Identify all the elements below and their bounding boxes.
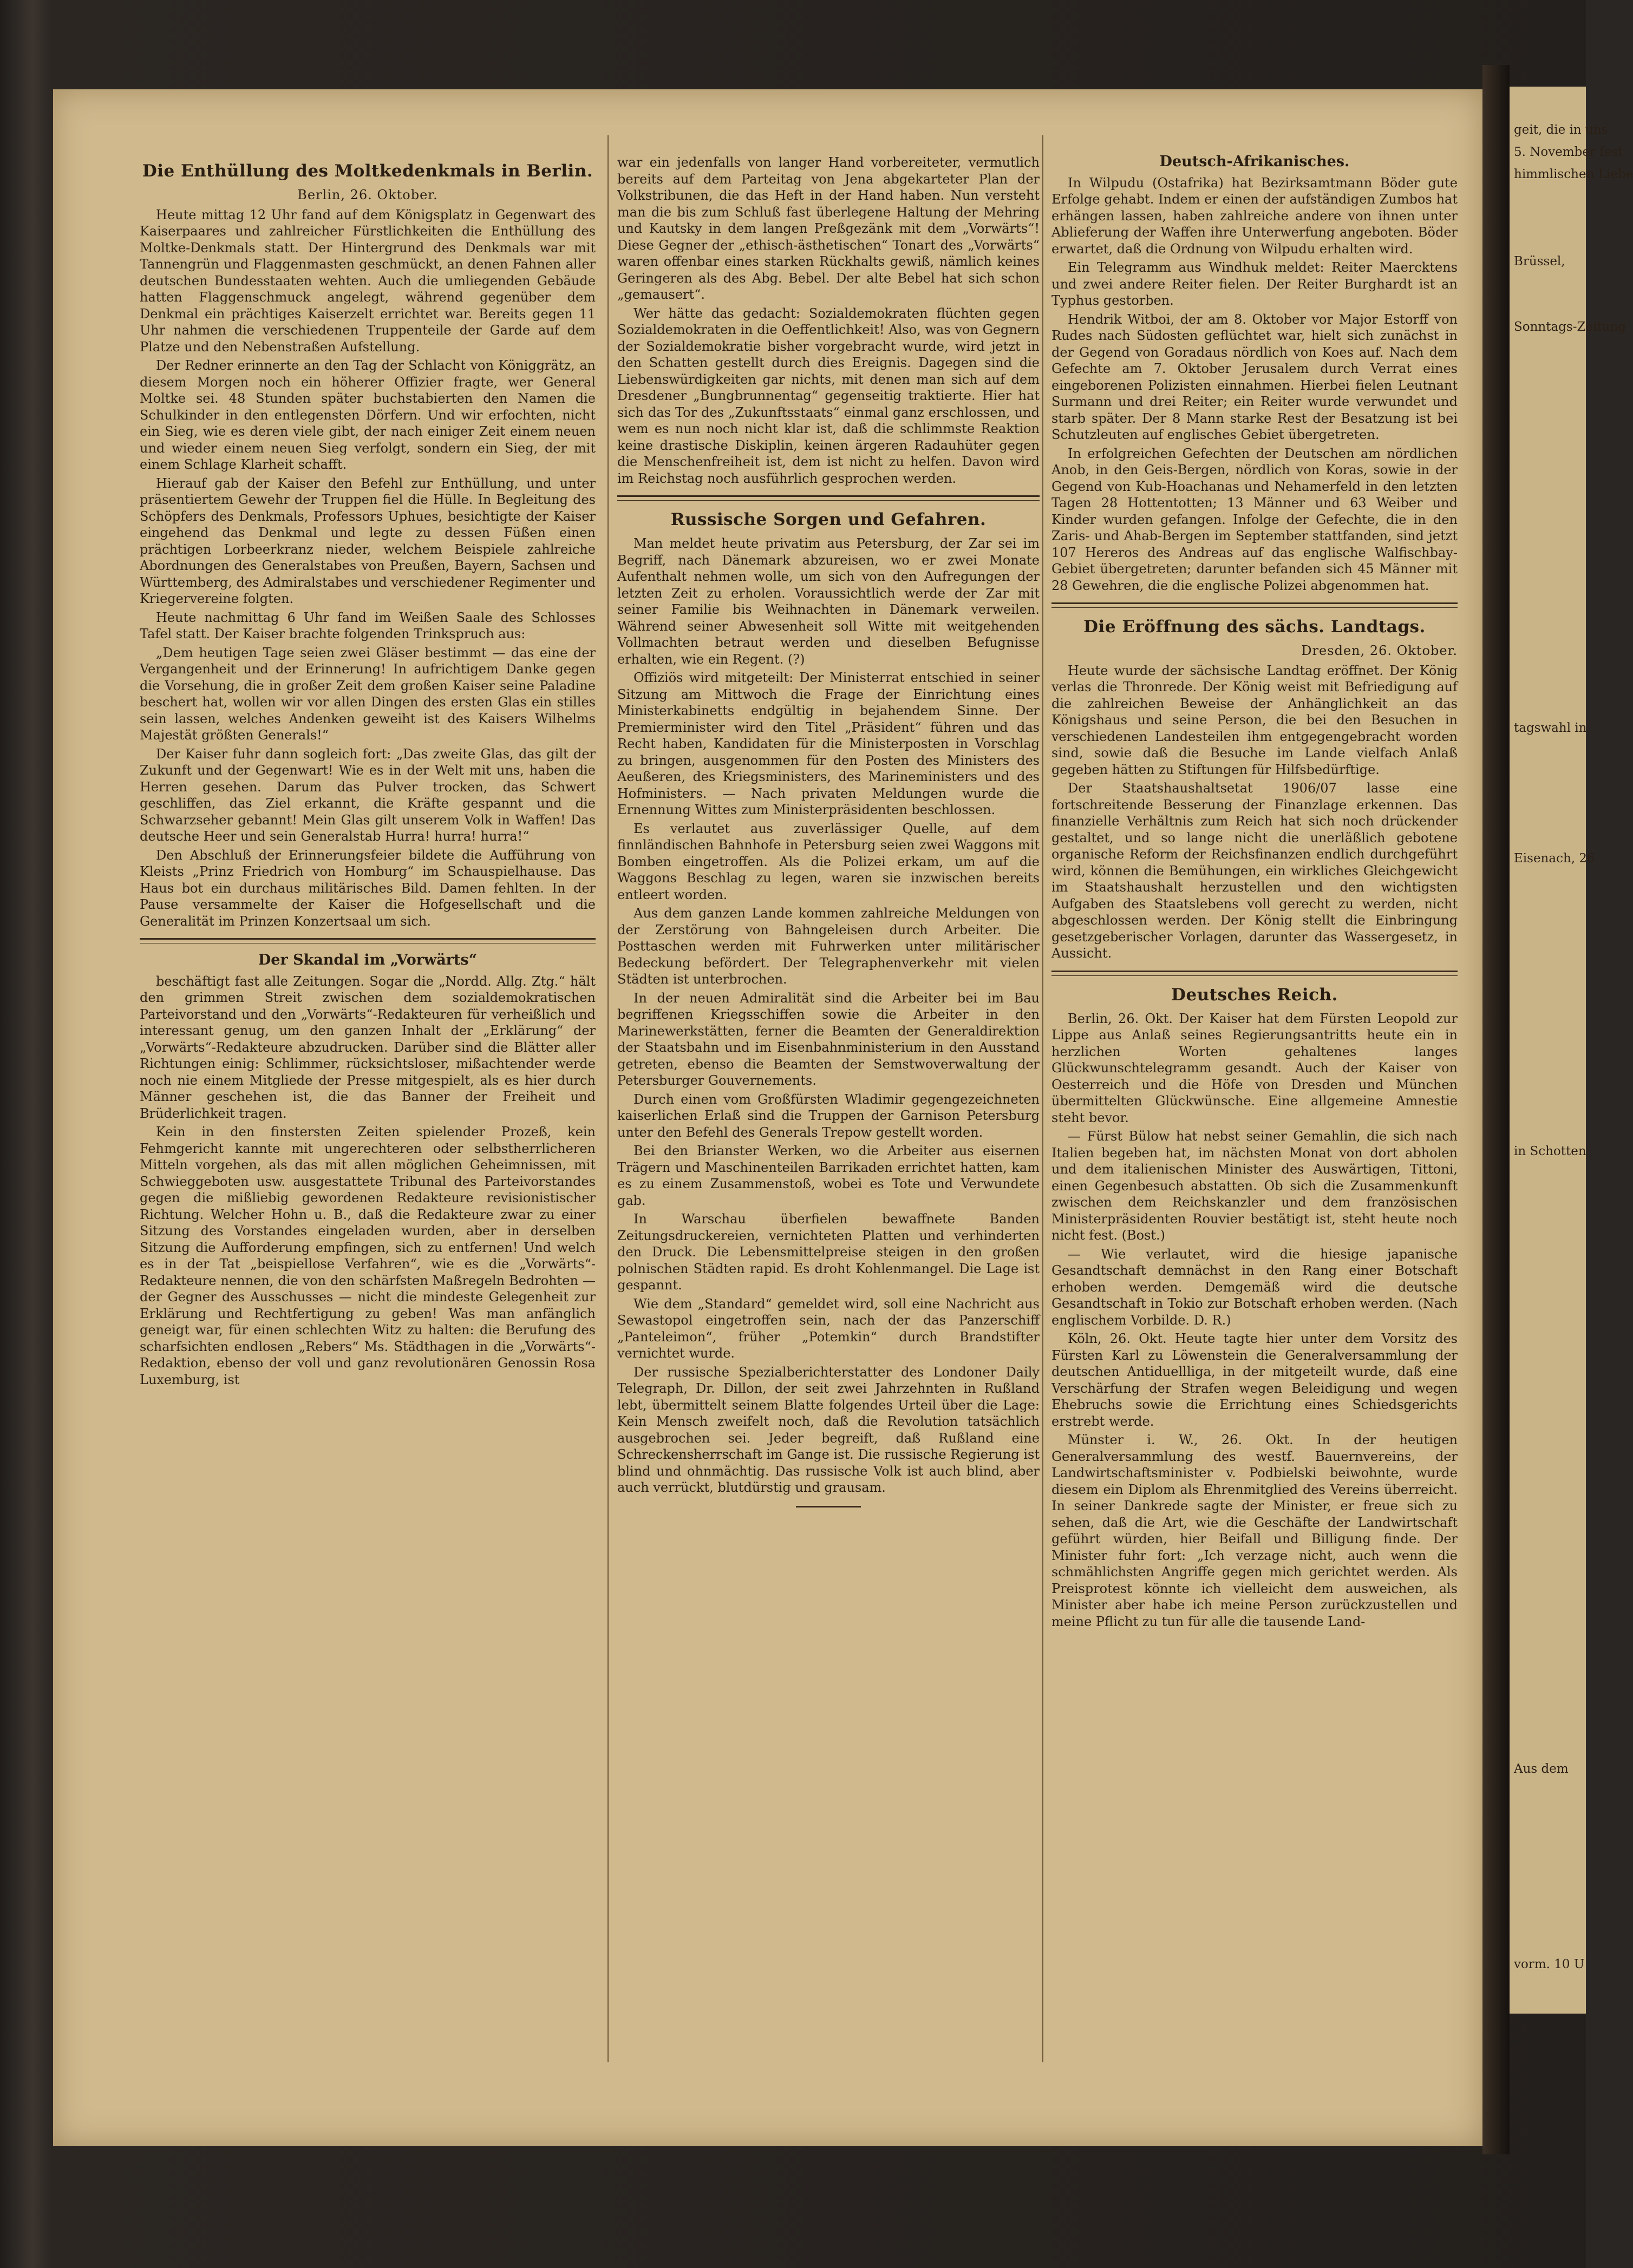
fragment-line: geit, die in uns	[1514, 123, 1608, 137]
paragraph: Der Redner erinnerte an den Tag der Schlacht von Königgrätz, an diesem Morgen noch ein höherer Offizier fragte, wer General Moltke sei. 48 Stunden später buchstabierten den Namen die Schulkinder in den entlegensten Dörfern. Und wir erfochten, nicht ein Sieg, wie es deren viele gibt, der nach einiger Zeit einem neuen und wieder einem neuen Sieg verfolgt, sondern ein Sieg, der mit einem Schlage Klarheit schafft.	[140, 358, 596, 472]
paragraph: — Wie verlautet, wird die hiesige japanische Gesandtschaft demnächst in den Rang einer Botschaft erhoben werden. Demgemäß wird die deutsche Gesandtschaft in Tokio zur Botschaft erhoben werden. (Nach englischem Vorbilde. D. R.)	[1051, 1246, 1458, 1328]
paragraph: Heute wurde der sächsische Landtag eröffnet. Der König verlas die Thronrede. Der König weist mit Befriedigung auf die zahlreichen Beweise der Anhänglichkeit an das Königshaus und seine Person, die bei den Besuchen in verschiedenen Landesteilen ihm entgegengebracht worden sind, sowie daß die Besuche im Lande vielfach Anlaß gegeben hätten zu Stiftungen für Hilfsbedürftige.	[1051, 663, 1458, 777]
section-divider	[1051, 602, 1458, 608]
paragraph: Wie dem „Standard“ gemeldet wird, soll eine Nachricht aus Sewastopol eingetroffen sein, nach der das Panzerschiff „Panteleimon“, früher „Potemkin“ durch Brandstifter vernichtet wurde.	[617, 1296, 1040, 1361]
column-rule	[1042, 135, 1043, 2062]
article-title: Die Eröffnung des sächs. Landtags.	[1083, 617, 1426, 637]
paragraph: Offiziös wird mitgeteilt: Der Ministerrat entschied in seiner Sitzung am Mittwoch die Frage der Einrichtung eines Ministerkabinetts endgültig in bejahendem Sinne. Der Premierminister wird den Titel „Präsident“ führen und das Recht haben, Kandidaten für die Ministerposten in Vorschlag zu bringen, ausgenommen für den Posten des Ministers des Aeußeren, des Kriegsministers, des Marineministers und des Hofministers. — Nach privaten Meldungen wurde die Ernennung Wittes zum Ministerpräsidenten beschlossen.	[617, 670, 1040, 817]
paragraph: Berlin, 26. Okt. Der Kaiser hat dem Fürsten Leopold zur Lippe aus Anlaß seines Regierungsantritts heute ein in herzlichen Worten gehaltenes langes Glückwunschtelegramm gesandt. Auch der Kaiser von Oesterreich und die Höfe von Dresden und München übermittelten Glückwünsche. Eine allgemeine Amnestie steht bevor.	[1051, 1011, 1458, 1125]
paragraph: Wer hätte das gedacht: Sozialdemokraten flüchten gegen Sozialdemokraten in die Oeffentlichkeit! Also, was von Gegnern der Sozialdemokratie bisher vorgebracht wurde, wird jetzt in den Schatten gestellt durch dies Ereignis. Dagegen sind die Liebenswürdigkeiten gar nichts, mit denen man sich auf dem Dresdener „Bungbrunnentag“ gegenseitig traktierte. Hier hat sich das Tor des „Zukunftsstaats“ einmal ganz erschlossen, und wem es nun noch nicht klar ist, daß die schlimmste Reaktion keine drastische Diskiplin, keinen ärgeren Radauhüter gegen die Menschenfreiheit ist, dem ist nicht zu helfen. Davon wird im Reichstag noch ausführlich gesprochen werden.	[617, 305, 1040, 486]
column-3	[1051, 146, 1458, 1632]
fragment-line: in Schotten	[1514, 1144, 1586, 1158]
paragraph: Münster i. W., 26. Okt. In der heutigen Generalversammlung des westf. Bauernvereins, der Landwirtschaftsminister v. Podbielski beiwohnte, wurde diesem ein Diplom als Ehrenmitglied des Vereins überreicht. In seiner Dankrede sagte der Minister, er freue sich zu sehen, daß die Art, wie die Geschäfte der Landwirtschaft geführt würden, hier Beifall und Billigung finde. Der Minister fuhr fort: „Ich verzage nicht, auch wenn die schmählichsten Angriffe gegen mich gerichtet werden. Als Preisprotest könnte ich vielleicht dem ausweichen, als Minister aber habe ich meine Person zurückzustellen und meine Pflicht zu tun für alle die tausende Land-	[1051, 1432, 1458, 1629]
article-title: Deutsch-Afrikanisches.	[1159, 153, 1350, 170]
paragraph: In der neuen Admiralität sind die Arbeiter bei im Bau begriffenen Kriegsschiffen sowie die Arbeiter in den Marinewerkstätten, ferner die Beamten der Generaldirektion der Staatsbahn und im Eisenbahnministerium in den Ausstand getreten, ebenso die Beamten der Semstwoverwaltung der Petersburger Gouvernements.	[617, 990, 1040, 1088]
fragment-line: Sonntags-Zeitung	[1514, 320, 1627, 334]
paragraph: Heute mittag 12 Uhr fand auf dem Königsplatz in Gegenwart des Kaiserpaares und zahlreicher Fürstlichkeiten die Enthüllung des Moltke-Denkmals statt. Der Hintergrund des Denkmals war mit Tannengrün und Flaggenmasten geschmückt, an denen Fahnen aller deutschen Bundesstaaten wehten. Auch die umliegenden Gebäude hatten Flaggenschmuck angelegt, während gegenüber dem Denkmal ein prächtiges Kaiserzelt errichtet war. Bereits gegen 11 Uhr nahmen die verschiedenen Truppenteile der Garde auf dem Platze und den Nebenstraßen Aufstellung.	[140, 207, 596, 355]
column-1	[140, 154, 596, 1390]
paragraph: Der russische Spezialberichterstatter des Londoner Daily Telegraph, Dr. Dillon, der seit zwei Jahrzehnten in Rußland lebt, übermittelt seinem Blatte folgendes Urteil über die Lage: Kein Mensch zweifelt noch, daß die Revolution tatsächlich ausgebrochen sei. Jeder begreift, daß Rußland eine Schreckensherrschaft im Gange ist. Die russische Regierung ist blind und ohnmächtig. Das russische Volk ist auch blind, aber auch verrückt, blutdürstig und grausam.	[617, 1364, 1040, 1495]
paragraph: Hierauf gab der Kaiser den Befehl zur Enthüllung, und unter präsentiertem Gewehr der Truppen fiel die Hülle. In Begleitung des Schöpfers des Denkmals, Professors Uphues, besichtigte der Kaiser eingehend das Denkmal und legte zu dessen Füßen einen prächtigen Lorbeerkranz nieder, welchem Beispiele zahlreiche Abordnungen des Generalstabes von Preußen, Bayern, Sachsen und Württemberg, des Admiralstabes und verschiedener Regimenter und Kriegervereine folgten.	[140, 475, 596, 606]
column-2	[617, 154, 1040, 1515]
section-divider	[140, 938, 596, 943]
paragraph: beschäftigt fast alle Zeitungen. Sogar die „Nordd. Allg. Ztg.“ hält den grimmen Streit zwischen dem sozialdemokratischen Parteivorstand und den „Vorwärts“-Redakteuren für verheißlich und interessant genug, um den ganzen Inhalt der „Erklärung“ der „Vorwärts“-Redakteure abzudrucken. Darüber sind die Blätter aller Richtungen einig: Schlimmer, rücksichtsloser, mißachtender werde noch nie einem Mitgliede der Presse mitgespielt, als es hier durch Männer geschehen ist, die das Banner der Freiheit und Brüderlichkeit tragen.	[140, 973, 596, 1121]
paragraph: „Dem heutigen Tage seien zwei Gläser bestimmt — das eine der Vergangenheit und der Erinnerung! In aufrichtigem Danke gegen die Vorsehung, die in großer Zeit dem großen Kaiser seine Paladine beschert hat, wollen wir vor allen Dingen des ersten Glas ein stilles sein lassen, welches Andenken geweiht ist des Kaisers Wilhelms Majestät größten Generals!“	[140, 645, 596, 743]
paragraph: In Wilpudu (Ostafrika) hat Bezirksamtmann Böder gute Erfolge gehabt. Indem er einen der aufständigen Zumbos hat erhängen lassen, haben zahlreiche andere von ihnen unter Ablieferung der Waffen ihre Unterwerfung angeboten. Böder erwartet, daß die Ordnung von Wilpudu erhalten wird.	[1051, 175, 1458, 257]
paragraph: Heute nachmittag 6 Uhr fand im Weißen Saale des Schlosses Tafel statt. Der Kaiser brachte folgenden Trinkspruch aus:	[140, 609, 596, 641]
next-page-fragment	[1510, 87, 1633, 2014]
end-rule	[796, 1506, 861, 1507]
article-title: Der Skandal im „Vorwärts“	[258, 952, 478, 968]
paragraph: Man meldet heute privatim aus Petersburg, der Zar sei im Begriff, nach Dänemark abzureisen, wo er zwei Monate Aufenthalt nehmen wolle, um sich von den Aufregungen der letzten Zeit zu erholen. Voraussichtlich werde der Zar mit seiner Familie bis Weihnachten in Dänemark verweilen. Während seiner Abwesenheit soll Witte mit weitgehenden Vollmachten betraut werden und dieselben Befugnisse erhalten, wie ein Regent. (?)	[617, 536, 1040, 667]
paragraph: Kein in den finstersten Zeiten spielender Prozeß, kein Fehmgericht kannte mit ungerechteren oder selbstherrlicheren Mitteln vorgehen, als das mit allen möglichen Geheimnissen, mit Schwieggeboten usw. ausgestattete Tribunal des Parteivorstandes gegen die mißliebig gewordenen Redakteure revisionistischer Richtung. Welcher Hohn u. B., daß die Redakteure zwar zu einer Sitzung des Vorstandes eingeladen wurden, aber in derselben Sitzung die Aufforderung empfingen, sich zu entfernen! Und welch es in der Tat „beispiellose Verfahren“, wie es die „Vorwärts“-Redakteure nennen, die von den schärfsten Maßregeln Bedrohten — der Gegner des Ausschusses — nicht die mindeste Gelegenheit zur Erklärung und Rechtfertigung zu geben! Was man anfänglich geneigt war, für einen schlechten Witz zu halten: die Berufung des scharfsichten endlosen „Rebers“ Ms. Städthagen in die „Vorwärts“-Redaktion, ebenso der voll und ganz revolutionären Genossin Rosa Luxemburg, ist	[140, 1124, 596, 1387]
fragment-line: tagswahl in	[1514, 721, 1587, 735]
paragraph: Aus dem ganzen Lande kommen zahlreiche Meldungen von der Zerstörung von Bahngeleisen durch Arbeiter. Die Posttaschen werden mit Fuhrwerken unter militärischer Bedeckung befördert. Der Telegraphenverkehr mit vielen Städten ist unterbrochen.	[617, 906, 1040, 987]
paragraph: Köln, 26. Okt. Heute tagte hier unter dem Vorsitz des Fürsten Karl zu Löwenstein die Generalversammlung der deutschen Antiduellliga, in der mitgeteilt wurde, daß eine Verschärfung der Strafen wegen Beleidigung und wegen Ehebruchs sowie die Errichtung eines Schiedsgerichts erstrebt werde.	[1051, 1331, 1458, 1429]
paragraph: Es verlautet aus zuverlässiger Quelle, auf dem finnländischen Bahnhofe in Petersburg seien zwei Waggons mit Bomben eingetroffen. Als die Polizei erkam, um auf die Waggons Beschlag zu legen, waren sie inzwischen bereits entleert worden.	[617, 821, 1040, 902]
fragment-line: himmlischen Liebe	[1514, 167, 1633, 181]
article-title: Die Enthüllung des Moltkedenkmals in Berlin.	[142, 161, 593, 181]
paragraph: Den Abschluß der Erinnerungsfeier bildete die Aufführung von Kleists „Prinz Friedrich von Homburg“ im Schauspielhause. Das Haus bot ein durchaus militärisches Bild. Damen fehlten. In der Pause versammelte der Kaiser die Hofgesellschaft und die Generalität im Prinzen Konzertsaal um sich.	[140, 847, 596, 929]
paragraph: war ein jedenfalls von langer Hand vorbereiteter, vermutlich bereits auf dem Parteitag von Jena abgekarteter Plan der Volkstribunen, die das Heft in der Hand haben. Nun versteht man die bis zum Schluß fast überlegene Haltung der Mehring und Kautsky in dem langen Preßgezänk mit dem „Vorwärts“! Diese Gegner der „ethisch-ästhetischen“ Tonart des „Vorwärts“ waren offenbar eines starken Rückhalts gewiß, nämlich keines Geringeren als des Abg. Bebel. Der alte Bebel hat sich schon „gemausert“.	[617, 155, 1040, 302]
column-rule	[608, 135, 609, 2062]
fragment-line: 5. November fest	[1514, 145, 1623, 159]
paragraph: Der Kaiser fuhr dann sogleich fort: „Das zweite Glas, das gilt der Zukunft und der Gegenwart! Wie es in der Welt mit uns, haben die Herren gesehen. Darum das Pulver trocken, das Schwert geschliffen, das Ziel erkannt, die Kräfte gespannt und die Schwarzseher gebannt! Mein Glas gilt unserem Volk in Waffen! Das deutsche Heer und sein Generalstab Hurra! hurra! hurra!“	[140, 746, 596, 844]
paragraph: Bei den Brianster Werken, wo die Arbeiter aus eisernen Trägern und Maschinenteilen Barrikaden errichtet hatten, kam es zu einem Zusammenstoß, wobei es Tote und Verwundete gab.	[617, 1143, 1040, 1208]
fragment-line: Aus dem	[1514, 1762, 1569, 1776]
book-gutter	[1482, 65, 1510, 2154]
paragraph: Der Staatshaushaltsetat 1906/07 lasse eine fortschreitende Besserung der Finanzlage erkennen. Das finanzielle Verhältnis zum Reich hat sich noch drückender gestaltet, und so lange nicht die unerläßlich gebotene organische Reform der Reichsfinanzen endlich durchgeführt wird, können die Bemühungen, ein wirkliches Gleichgewicht im Staatshaushalt herzustellen und den wichtigsten Aufgaben des Staatslebens voll gerecht zu werden, nicht abgeschlossen werden. Der König stellt die Einbringung gesetzgeberischer Vorlagen, darunter das Wassergesetz, in Aussicht.	[1051, 781, 1458, 961]
fragment-line: vorm. 10 U	[1514, 1957, 1585, 1971]
article-title: Russische Sorgen und Gefahren.	[670, 510, 987, 529]
dateline: Berlin, 26. Oktober.	[297, 187, 438, 202]
dateline: Dresden, 26. Oktober.	[1301, 643, 1458, 658]
article-title: Deutsches Reich.	[1171, 985, 1338, 1005]
paragraph: Durch einen vom Großfürsten Wladimir gegengezeichneten kaiserlichen Erlaß sind die Truppen der Garnison Petersburg unter den Befehl des Generals Trepow gestellt worden.	[617, 1091, 1040, 1140]
fragment-line: Brüssel,	[1514, 254, 1565, 268]
section-divider	[617, 495, 1040, 501]
paragraph: Hendrik Witboi, der am 8. Oktober vor Major Estorff von Rudes nach Südosten geflüchtet war, hielt sich zunächst in der Gegend von Goradaus nördlich von Koes auf. Nach dem Gefechte am 7. Oktober Jerusalem durch Verrat eines eingeborenen Polizisten einnahmen. Hierbei fielen Leutnant Surmann und drei Reiter; ein Reiter wurde verwundet und starb später. Der 8 Mann starke Rest der Besatzung ist bei Schutzleuten auf englisches Gebiet übergetreten.	[1051, 311, 1458, 442]
fragment-line: Eisenach, 26	[1514, 851, 1595, 866]
paragraph: — Fürst Bülow hat nebst seiner Gemahlin, die sich nach Italien begeben hat, im nächsten Monat von dort abholen und dem italienischen Minister des Auswärtigen, Tittoni, einen Gegenbesuch abstatten. Ob sich die Zusammenkunft zwischen dem Reichskanzler und dem französischen Ministerpräsidenten Rouvier bestätigt ist, steht heute noch nicht fest. (Bost.)	[1051, 1129, 1458, 1243]
section-divider	[1051, 971, 1458, 976]
paragraph: Ein Telegramm aus Windhuk meldet: Reiter Maercktens und zwei andere Reiter fielen. Der Reiter Burghardt ist an Typhus gestorben.	[1051, 260, 1458, 308]
paragraph: In Warschau überfielen bewaffnete Banden Zeitungsdruckereien, vernichteten Platten und verhinderten den Druck. Die Lebensmittelpreise steigen in den großen polnischen Städten rapid. Es droht Kohlenmangel. Die Lage ist gespannt.	[617, 1211, 1040, 1293]
paragraph: In erfolgreichen Gefechten der Deutschen am nördlichen Anob, in den Geis-Bergen, nördlich von Koras, sowie in der Gegend von Kub-Hoachanas und Nehamerfeld in den letzten Tagen 28 Hottentotten; 13 Männer und 63 Weiber und Kinder wurden gefangen. Infolge der Gefechte, die in den Zaris- und Ahab-Bergen im September stattfanden, sind jetzt 107 Hereros des Andreas auf das englische Walfischbay-Gebiet übergetreten; darunter befanden sich 45 Männer mit 28 Gewehren, die die englische Polizei abgenommen hat.	[1051, 445, 1458, 593]
